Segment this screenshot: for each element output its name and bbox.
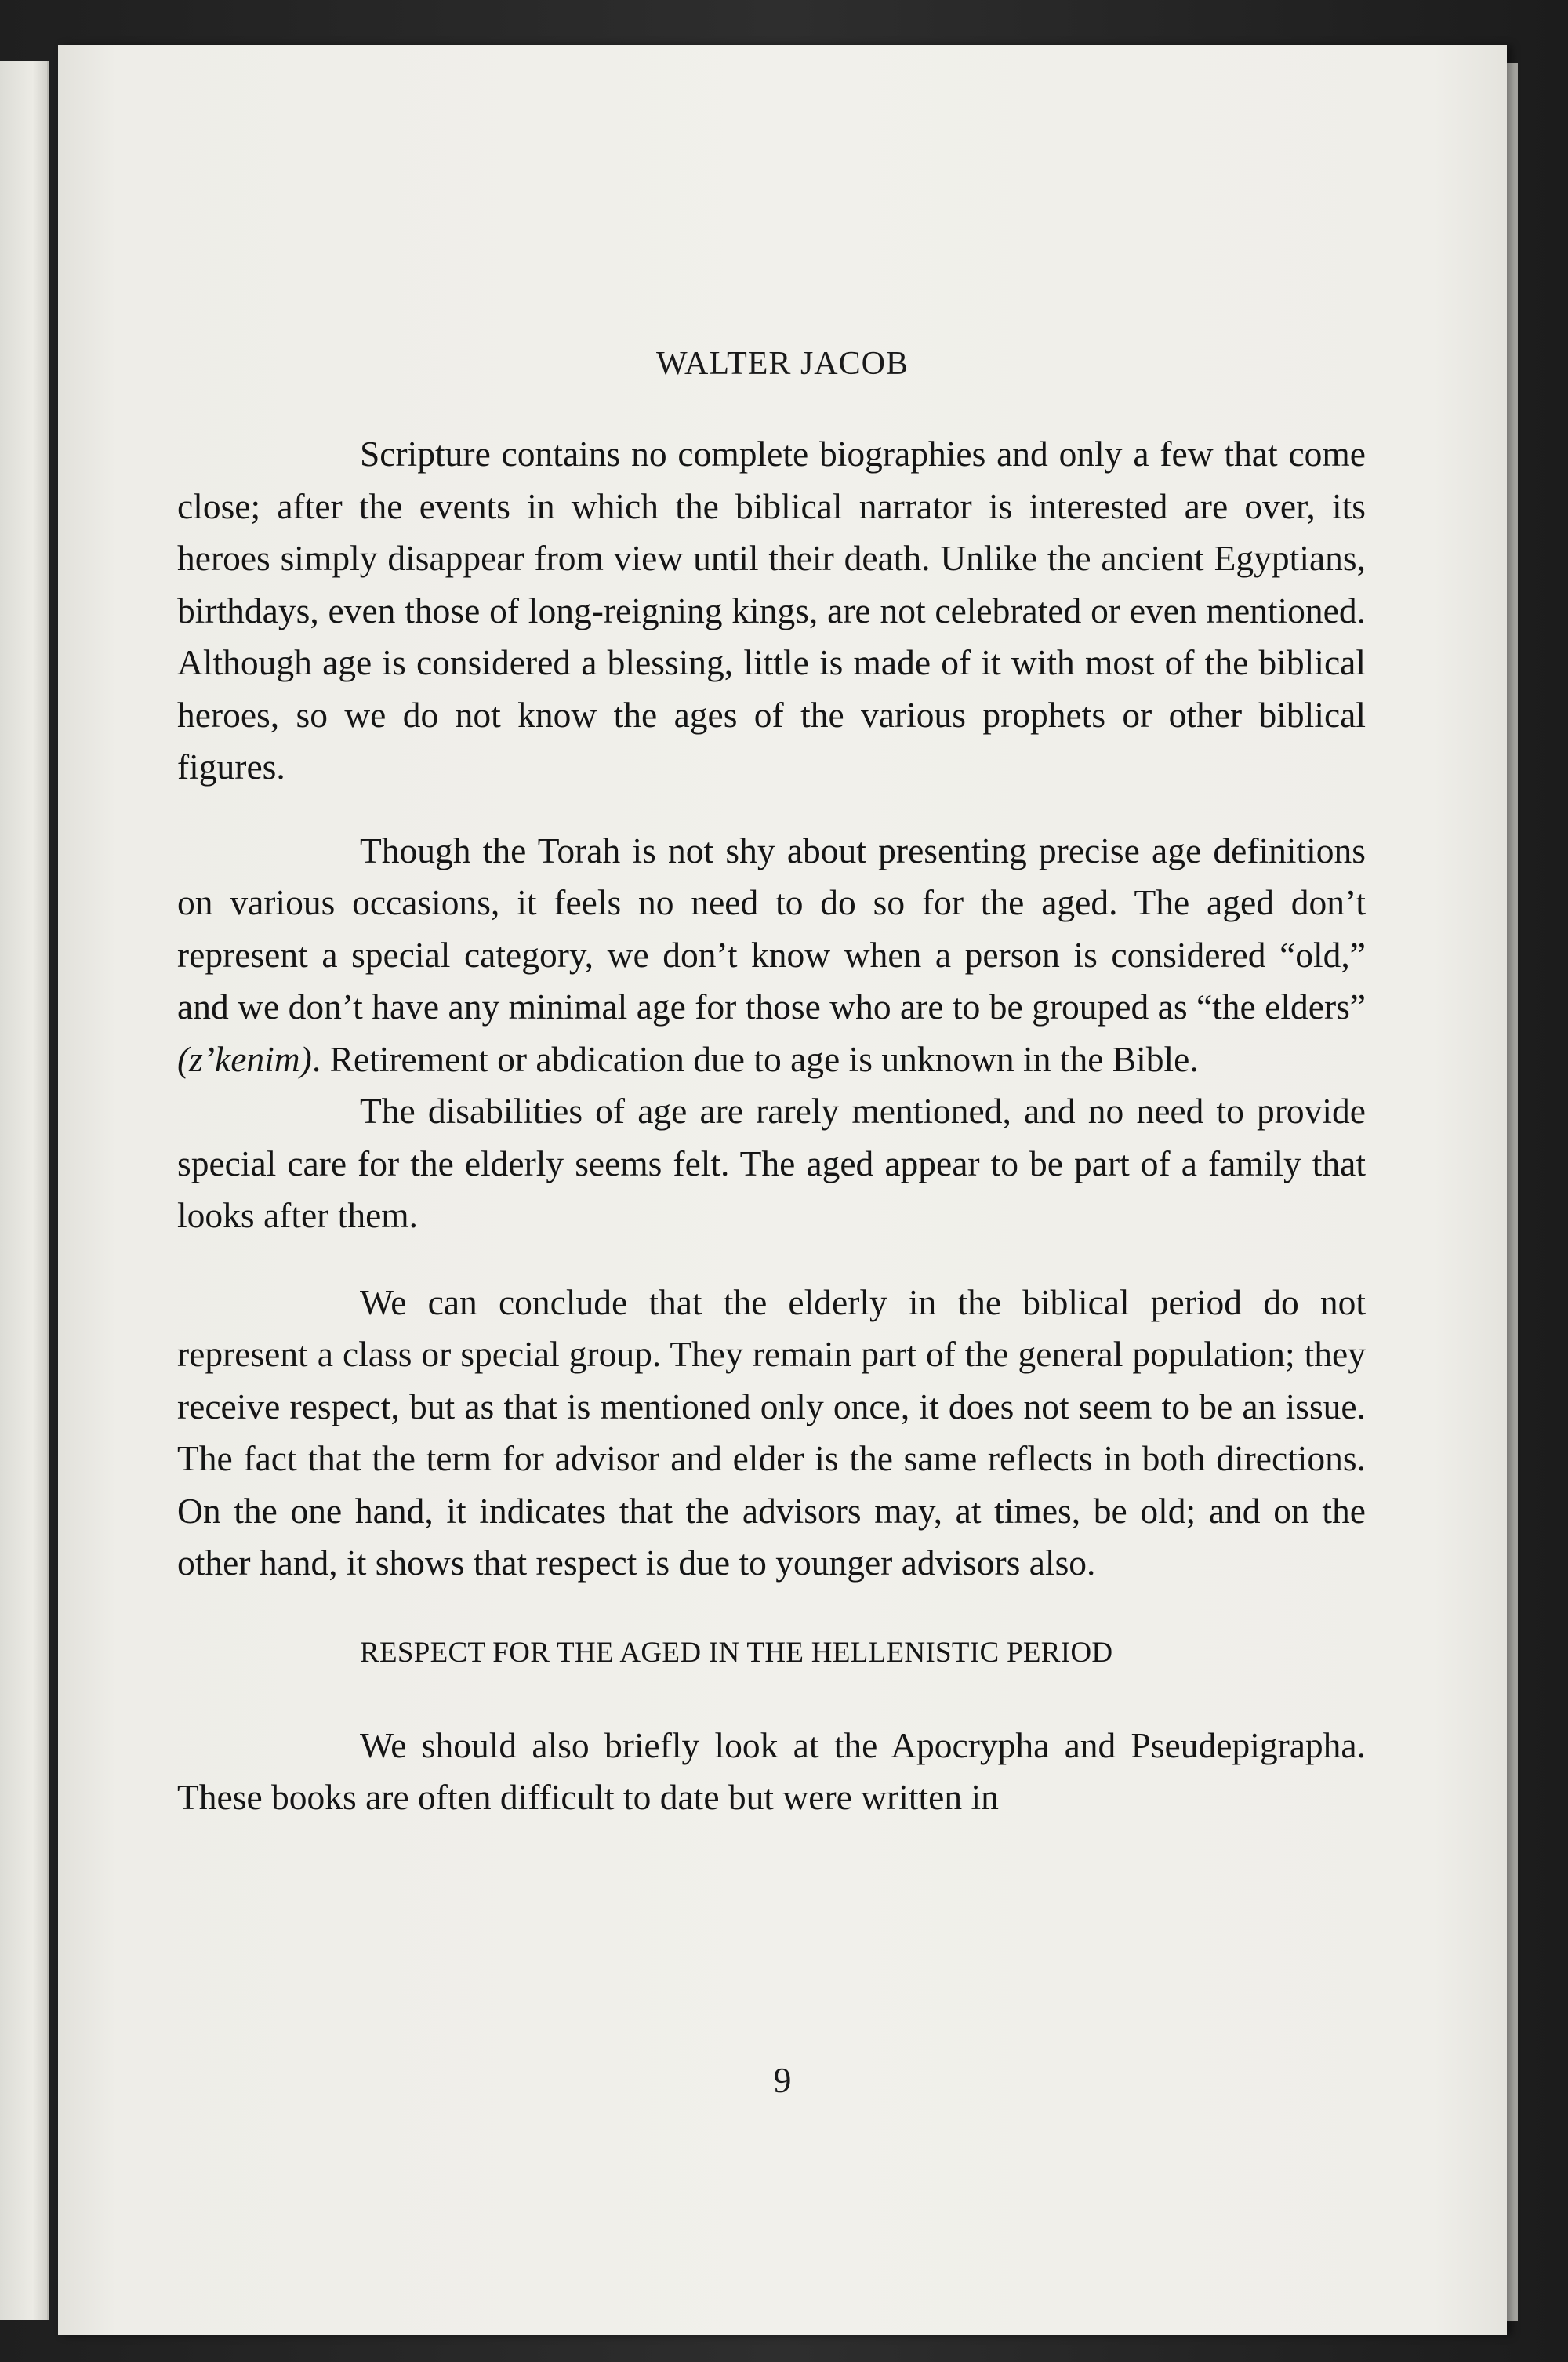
paragraph-4: We can conclude that the elderly in the biblical period do not represent a class or special group. They remain part of the general population; they receive respect, but as that is mentioned only once, it does not seem to be an issue. The fact that the term for advisor and elder is the same reflects in both directions. On the one hand, it indicates that the advisors may, at times, be old; and on the other hand, it shows that respect is due to younger advisors also. [177, 1281, 1366, 1583]
paragraph-2-end: . Retirement or abdication due to age is unknown in the Bible. [311, 1038, 1199, 1079]
paragraph-5: We should also briefly look at the Apocrypha and Pseudepigrapha. These books are often difficult to date but were written in [177, 1724, 1366, 1817]
book-page [58, 45, 1507, 2335]
paragraph-2-text: Though the Torah is not shy about presenting precise age definitions on various occasions, it feels no need to do so for the aged. The aged don’t represent a special category, we don’t know when a person is considered “old,” and we don’t have any minimal age for those who are to be grouped as “the elders” [177, 830, 1366, 1027]
page-number: 9 [773, 2060, 792, 2100]
paragraph-3: The disabilities of age are rarely mentioned, and no need to provide special care for the elderly seems felt. The aged appear to be part of a family that looks after them. [177, 1091, 1366, 1235]
paragraph-1: Scripture contains no complete biographies and only a few that come close; after the events in which the biblical narrator is interested are over, its heroes simply disappear from view until their death. Unlike the ancient Egyptians, birthdays, even those of long-reigning kings, are not celebrated or even mentioned. Although age is considered a blessing, little is made of it with most of the biblical heroes, so we do not know the ages of the various prophets or other biblical figures. [177, 434, 1366, 787]
facing-page-edge [0, 61, 49, 2320]
hebrew-term: (z’kenim) [177, 1038, 312, 1079]
paragraph-2 [177, 825, 1366, 1086]
page-stack-edge [1507, 63, 1518, 2321]
body-text [177, 428, 1366, 1824]
section-heading: RESPECT FOR THE AGED IN THE HELLENISTIC PERIOD [360, 1636, 1113, 1669]
running-head: WALTER JACOB [656, 346, 909, 382]
